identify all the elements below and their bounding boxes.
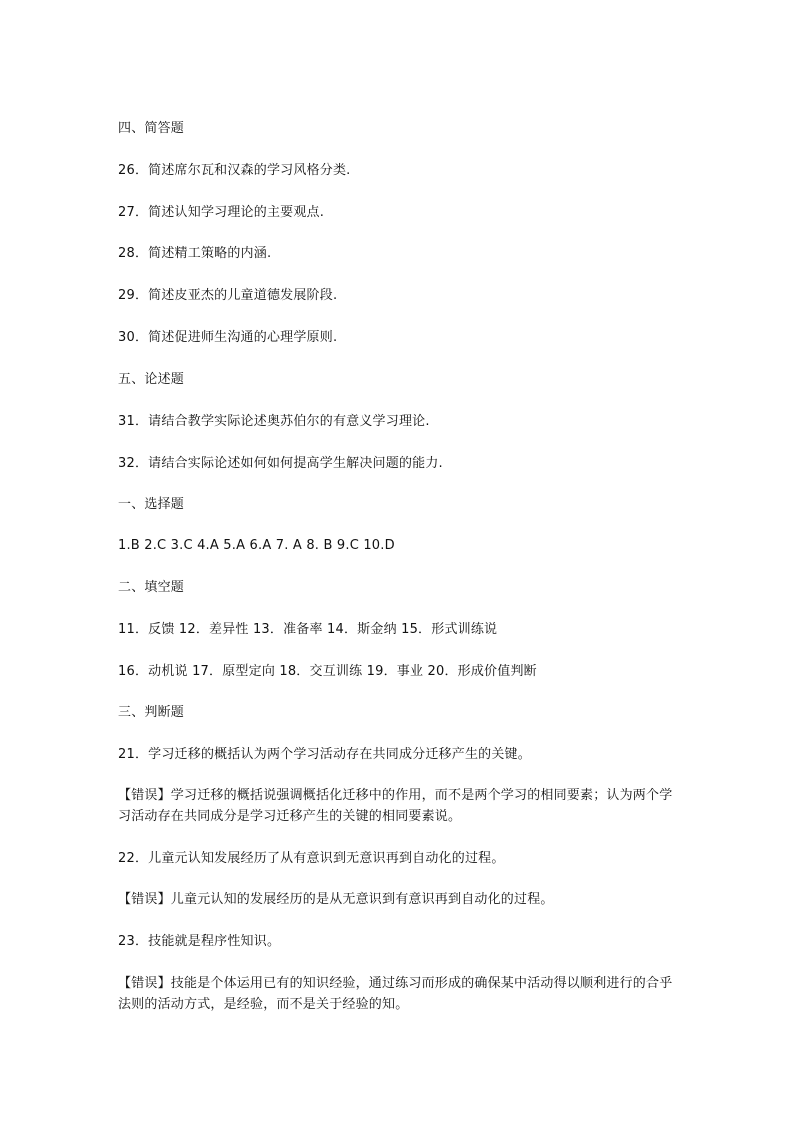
answers-choice: 1.B 2.C 3.C 4.A 5.A 6.A 7. A 8. B 9.C 10.D [118,538,395,553]
explanation-23: 【错误】技能是个体运用已有的知识经验，通过练习而形成的确保某中活动得以顺利进行的合乎法则的活动方式，是经验，而不是关于经验的知。 [118,976,673,1012]
question-27: 27．简述认知学习理论的主要观点. [118,205,325,220]
answer-heading-fill-blank: 二、填空题 [118,580,185,595]
question-29: 29．简述皮亚杰的儿童道德发展阶段. [118,288,338,303]
question-26: 26．简述席尔瓦和汉森的学习风格分类. [118,163,351,178]
question-30: 30．简述促进师生沟通的心理学原则. [118,330,338,345]
explanation-21: 【错误】学习迁移的概括说强调概括化迁移中的作用，而不是两个学习的相同要素；认为两个学习活动存在共同成分是学习迁移产生的关键的相同要素说。 [118,788,673,824]
section-heading-short-answer: 四、简答题 [118,121,185,136]
explanation-22: 【错误】儿童元认知的发展经历的是从无意识到有意识再到自动化的过程。 [118,892,554,907]
answers-fill-blank-11-15: 11．反馈 12．差异性 13．准备率 14．斯金纳 15．形式训练说 [118,622,498,637]
section-heading-essay: 五、论述题 [118,372,185,387]
statement-22: 22．儿童元认知发展经历了从有意识到无意识再到自动化的过程。 [118,851,505,866]
question-31: 31．请结合教学实际论述奥苏伯尔的有意义学习理论. [118,414,430,429]
question-32: 32．请结合实际论述如何如何提高学生解决问题的能力. [118,456,443,471]
question-28: 28．简述精工策略的内涵. [118,246,272,261]
statement-21: 21．学习迁移的概括认为两个学习活动存在共同成分迁移产生的关键。 [118,747,531,762]
answer-heading-true-false: 三、判断题 [118,705,185,720]
answer-heading-choice: 一、选择题 [118,497,185,512]
answers-fill-blank-16-20: 16．动机说 17．原型定向 18．交互训练 19．事业 20．形成价值判断 [118,664,537,679]
statement-23: 23．技能就是程序性知识。 [118,934,281,949]
